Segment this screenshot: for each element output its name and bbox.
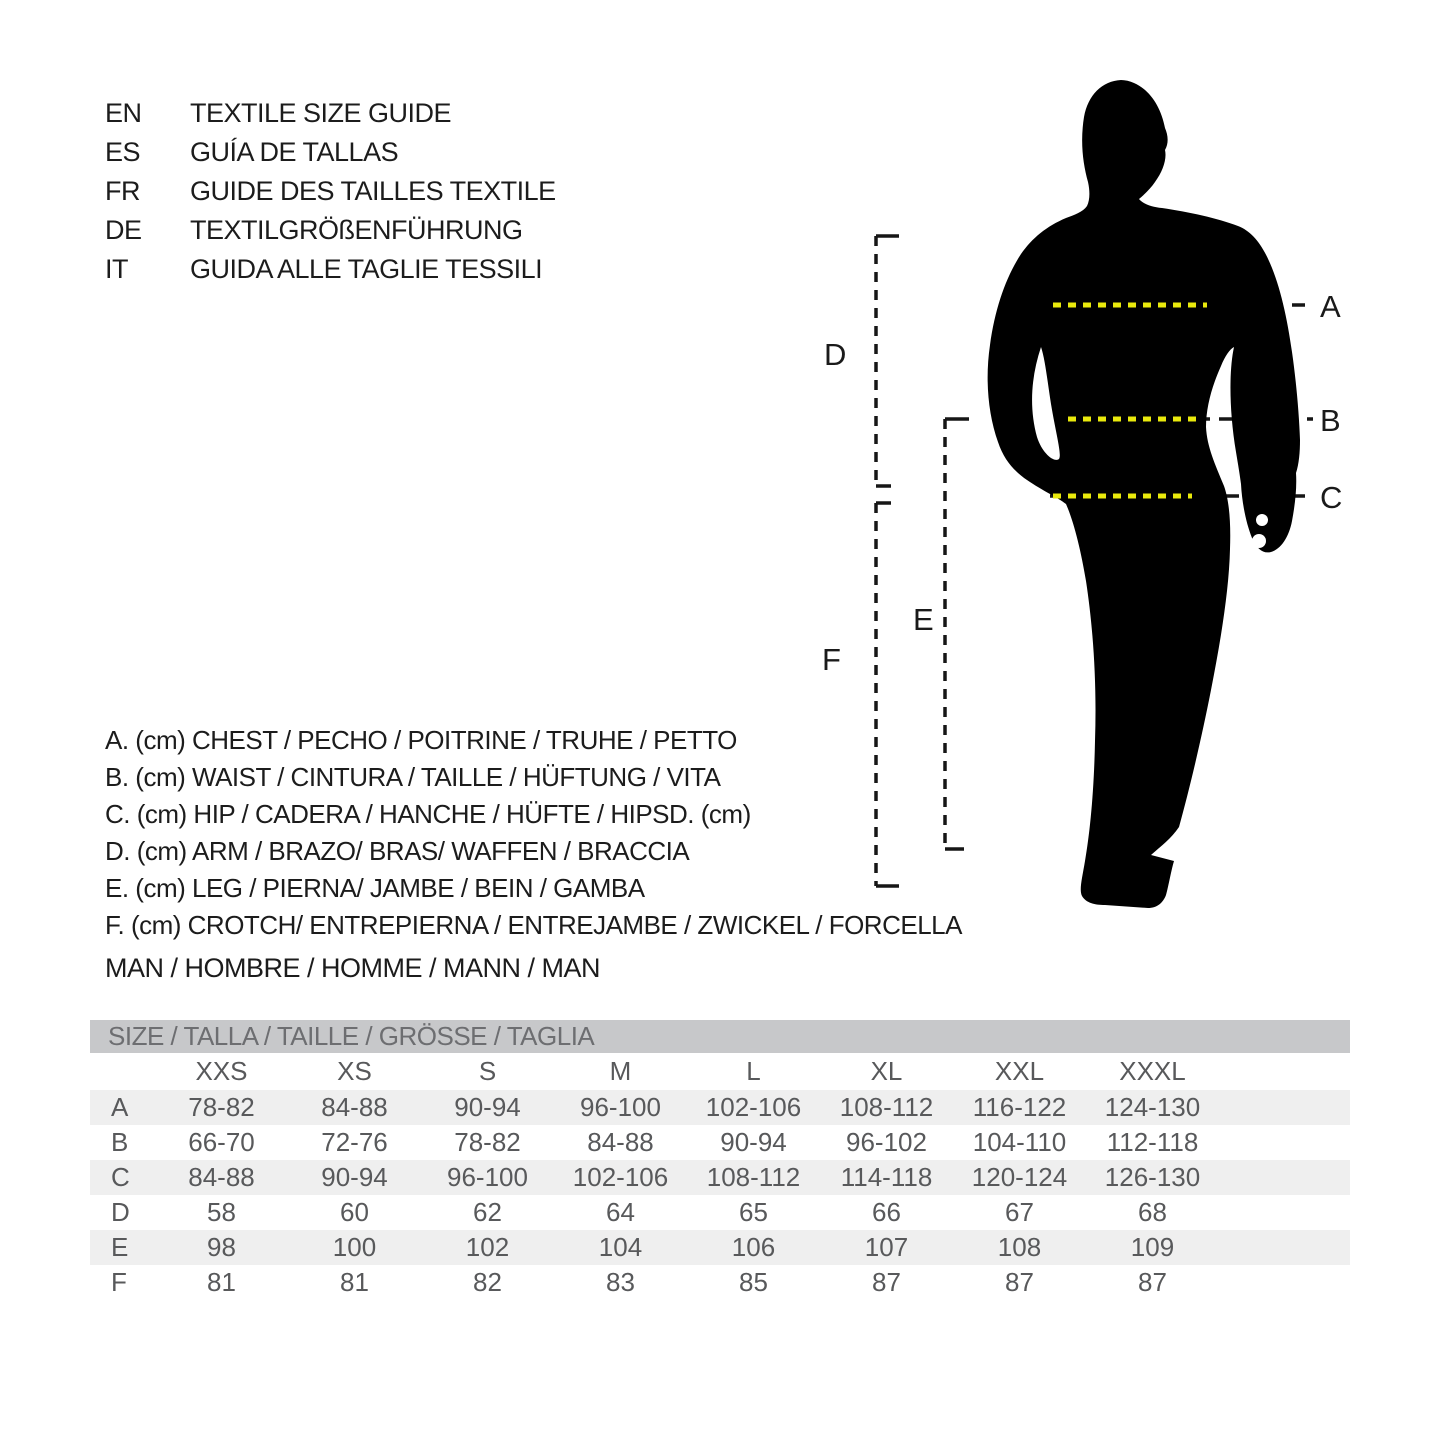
empty-cell bbox=[1219, 1265, 1350, 1300]
language-code: DE bbox=[105, 215, 142, 245]
language-title: TEXTILGRÖßENFÜHRUNG bbox=[190, 215, 523, 245]
value-cell: 84-88 bbox=[321, 1092, 388, 1122]
language-title: GUÍA DE TALLAS bbox=[190, 137, 399, 167]
value-cell: 104-110 bbox=[972, 1127, 1067, 1157]
measure-label-f: F bbox=[822, 642, 841, 677]
value-cell: 87 bbox=[1005, 1267, 1034, 1297]
row-label-cell: F bbox=[111, 1267, 127, 1297]
hand-finger-notch bbox=[1252, 534, 1266, 548]
size-cell: XL bbox=[870, 1056, 903, 1086]
empty-cell bbox=[1219, 1090, 1350, 1125]
value-cell: 85 bbox=[739, 1267, 768, 1297]
value-cell: 84-88 bbox=[587, 1127, 654, 1157]
legend-item: D. (cm) ARM / BRAZO/ BRAS/ WAFFEN / BRACCIA bbox=[105, 836, 690, 866]
legend-item: E. (cm) LEG / PIERNA/ JAMBE / BEIN / GAMBA bbox=[105, 873, 645, 903]
value-cell: 60 bbox=[340, 1197, 369, 1227]
size-cell: XXS bbox=[195, 1056, 248, 1086]
value-cell: 58 bbox=[207, 1197, 236, 1227]
row-label-cell: B bbox=[111, 1127, 129, 1157]
size-table-title: SIZE / TALLA / TAILLE / GRÖSSE / TAGLIA bbox=[90, 1020, 1350, 1053]
empty-cell bbox=[1219, 1053, 1350, 1090]
value-cell: 68 bbox=[1138, 1197, 1167, 1227]
size-cell: XS bbox=[337, 1056, 372, 1086]
size-cell: XXXL bbox=[1119, 1056, 1186, 1086]
value-cell: 62 bbox=[473, 1197, 502, 1227]
language-code: IT bbox=[105, 254, 128, 284]
value-cell: 64 bbox=[606, 1197, 635, 1227]
value-cell: 124-130 bbox=[1104, 1092, 1201, 1122]
value-cell: 96-100 bbox=[447, 1162, 528, 1192]
value-cell: 102-106 bbox=[572, 1162, 669, 1192]
value-cell: 126-130 bbox=[1104, 1162, 1201, 1192]
value-cell: 104 bbox=[598, 1232, 643, 1262]
size-cell: M bbox=[609, 1056, 632, 1086]
measure-label-d: D bbox=[824, 337, 847, 372]
value-cell: 81 bbox=[340, 1267, 369, 1297]
value-cell: 106 bbox=[731, 1232, 776, 1262]
empty-cell bbox=[1219, 1160, 1350, 1195]
row-label-cell: A bbox=[111, 1092, 129, 1122]
measurement-legend bbox=[105, 722, 962, 944]
language-title: GUIDA ALLE TAGLIE TESSILI bbox=[190, 254, 543, 284]
value-cell: 116-122 bbox=[972, 1092, 1067, 1122]
empty-cell bbox=[1219, 1230, 1350, 1265]
size-label-cell bbox=[90, 1053, 155, 1090]
size-header-row bbox=[90, 1053, 1350, 1090]
table-row bbox=[90, 1230, 1350, 1265]
hand-finger-notch bbox=[1256, 514, 1268, 526]
legend-item: A. (cm) CHEST / PECHO / POITRINE / TRUHE / PETTO bbox=[105, 725, 737, 755]
value-cell: 84-88 bbox=[188, 1162, 255, 1192]
value-cell: 78-82 bbox=[188, 1092, 255, 1122]
size-table-grid bbox=[90, 1053, 1350, 1300]
measure-label-a: A bbox=[1320, 289, 1341, 324]
value-cell: 96-100 bbox=[580, 1092, 661, 1122]
value-cell: 108-112 bbox=[706, 1162, 801, 1192]
value-cell: 120-124 bbox=[971, 1162, 1068, 1192]
size-cell: L bbox=[746, 1056, 761, 1086]
gender-line: MAN / HOMBRE / HOMME / MANN / MAN bbox=[105, 953, 601, 983]
value-cell: 81 bbox=[207, 1267, 236, 1297]
value-cell: 114-118 bbox=[840, 1162, 933, 1192]
size-cell: XXL bbox=[994, 1056, 1045, 1086]
table-row bbox=[90, 1265, 1350, 1300]
value-cell: 67 bbox=[1005, 1197, 1034, 1227]
value-cell: 72-76 bbox=[321, 1127, 388, 1157]
size-table bbox=[90, 1020, 1350, 1300]
empty-cell bbox=[1219, 1195, 1350, 1230]
legend-item: F. (cm) CROTCH/ ENTREPIERNA / ENTREJAMBE / ZWICKEL / FORCELLA bbox=[105, 910, 962, 940]
value-cell: 66 bbox=[872, 1197, 901, 1227]
language-title: TEXTILE SIZE GUIDE bbox=[190, 98, 452, 128]
value-cell: 90-94 bbox=[321, 1162, 388, 1192]
table-row bbox=[90, 1195, 1350, 1230]
value-cell: 108-112 bbox=[839, 1092, 934, 1122]
value-cell: 90-94 bbox=[454, 1092, 521, 1122]
language-code: EN bbox=[105, 98, 142, 128]
value-cell: 87 bbox=[1138, 1267, 1167, 1297]
value-cell: 109 bbox=[1130, 1232, 1175, 1262]
value-cell: 83 bbox=[606, 1267, 635, 1297]
value-cell: 66-70 bbox=[188, 1127, 255, 1157]
value-cell: 102-106 bbox=[705, 1092, 802, 1122]
size-cell: S bbox=[478, 1056, 497, 1086]
legend-item: C. (cm) HIP / CADERA / HANCHE / HÜFTE / HIPSD. (cm) bbox=[105, 799, 751, 829]
table-row bbox=[90, 1160, 1350, 1195]
measure-label-e: E bbox=[913, 602, 934, 637]
row-label-cell: C bbox=[111, 1162, 130, 1192]
language-code: ES bbox=[105, 137, 141, 167]
value-cell: 90-94 bbox=[720, 1127, 787, 1157]
empty-cell bbox=[1219, 1125, 1350, 1160]
language-code: FR bbox=[105, 176, 140, 206]
value-cell: 100 bbox=[332, 1232, 377, 1262]
measure-label-b: B bbox=[1320, 403, 1341, 438]
value-cell: 98 bbox=[207, 1232, 236, 1262]
value-cell: 108 bbox=[997, 1232, 1042, 1262]
measure-label-c: C bbox=[1320, 480, 1343, 515]
row-label-cell: E bbox=[111, 1232, 129, 1262]
table-row bbox=[90, 1125, 1350, 1160]
value-cell: 107 bbox=[864, 1232, 909, 1262]
value-cell: 96-102 bbox=[846, 1127, 927, 1157]
value-cell: 112-118 bbox=[1106, 1127, 1199, 1157]
value-cell: 87 bbox=[872, 1267, 901, 1297]
row-label-cell: D bbox=[111, 1197, 130, 1227]
value-cell: 82 bbox=[473, 1267, 502, 1297]
table-row bbox=[90, 1090, 1350, 1125]
value-cell: 65 bbox=[739, 1197, 768, 1227]
value-cell: 78-82 bbox=[454, 1127, 521, 1157]
value-cell: 102 bbox=[465, 1232, 510, 1262]
legend-item: B. (cm) WAIST / CINTURA / TAILLE / HÜFTUNG / VITA bbox=[105, 762, 721, 792]
language-title: GUIDE DES TAILLES TEXTILE bbox=[190, 176, 556, 206]
